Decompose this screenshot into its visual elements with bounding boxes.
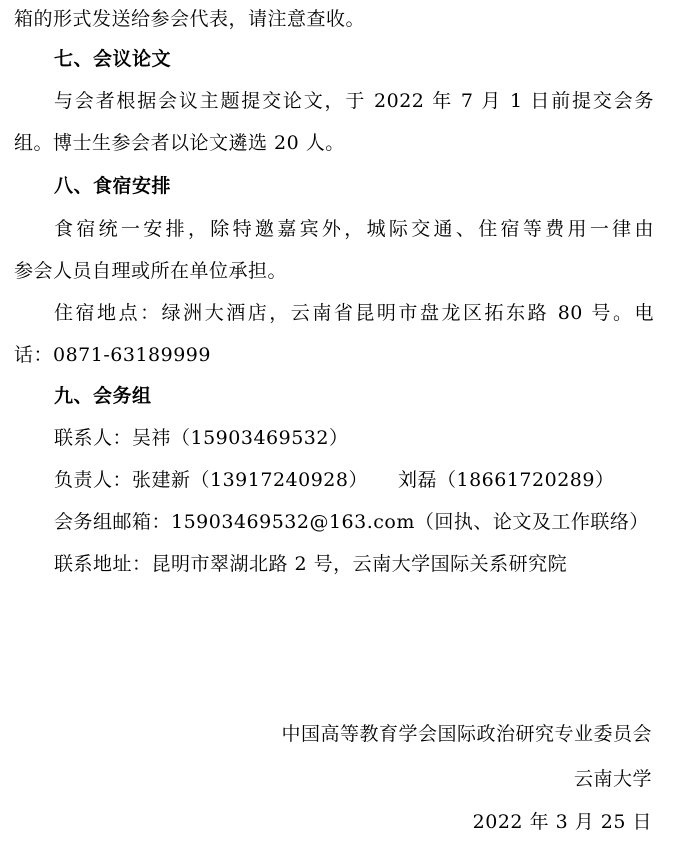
paper-paragraph-line: 与会者根据会议主题提交论文，于 2022 年 7 月 1 日前提交会务 (54, 90, 654, 112)
secretariat-email: 会务组邮箱：15903469532@163.com（回执、论文及工作联络） (54, 511, 649, 533)
contact-address: 联系地址：昆明市翠湖北路 2 号，云南大学国际关系研究院 (54, 553, 568, 575)
contact-person: 联系人：吴祎（15903469532） (54, 427, 349, 449)
paragraph-tail: 箱的形式发送给参会代表，请注意查收。 (14, 8, 366, 30)
signature-organizer: 中国高等教育学会国际政治研究专业委员会 (281, 723, 652, 745)
signature-date: 2022 年 3 月 25 日 (472, 811, 652, 833)
accommodation-paragraph-line: 食宿统一安排，除特邀嘉宾外，城际交通、住宿等费用一律由 (54, 218, 654, 240)
section-heading-secretariat: 九、会务组 (54, 385, 152, 407)
responsible-persons (54, 468, 614, 492)
section-heading-papers: 七、会议论文 (54, 48, 172, 70)
accommodation-paragraph-line: 参会人员自理或所在单位承担。 (14, 260, 288, 282)
responsible-person-b: 刘磊（18661720289） (397, 469, 615, 491)
signature-university: 云南大学 (573, 768, 652, 790)
paper-paragraph-line: 组。博士生参会者以论文遴选 20 人。 (14, 132, 345, 154)
responsible-person-a: 负责人：张建新（13917240928） (54, 469, 368, 491)
hotel-paragraph-line: 住宿地点：绿洲大酒店，云南省昆明市盘龙区拓东路 80 号。电 (54, 302, 654, 324)
section-heading-accommodation: 八、食宿安排 (54, 175, 172, 197)
hotel-phone-line: 话：0871-63189999 (14, 344, 211, 366)
